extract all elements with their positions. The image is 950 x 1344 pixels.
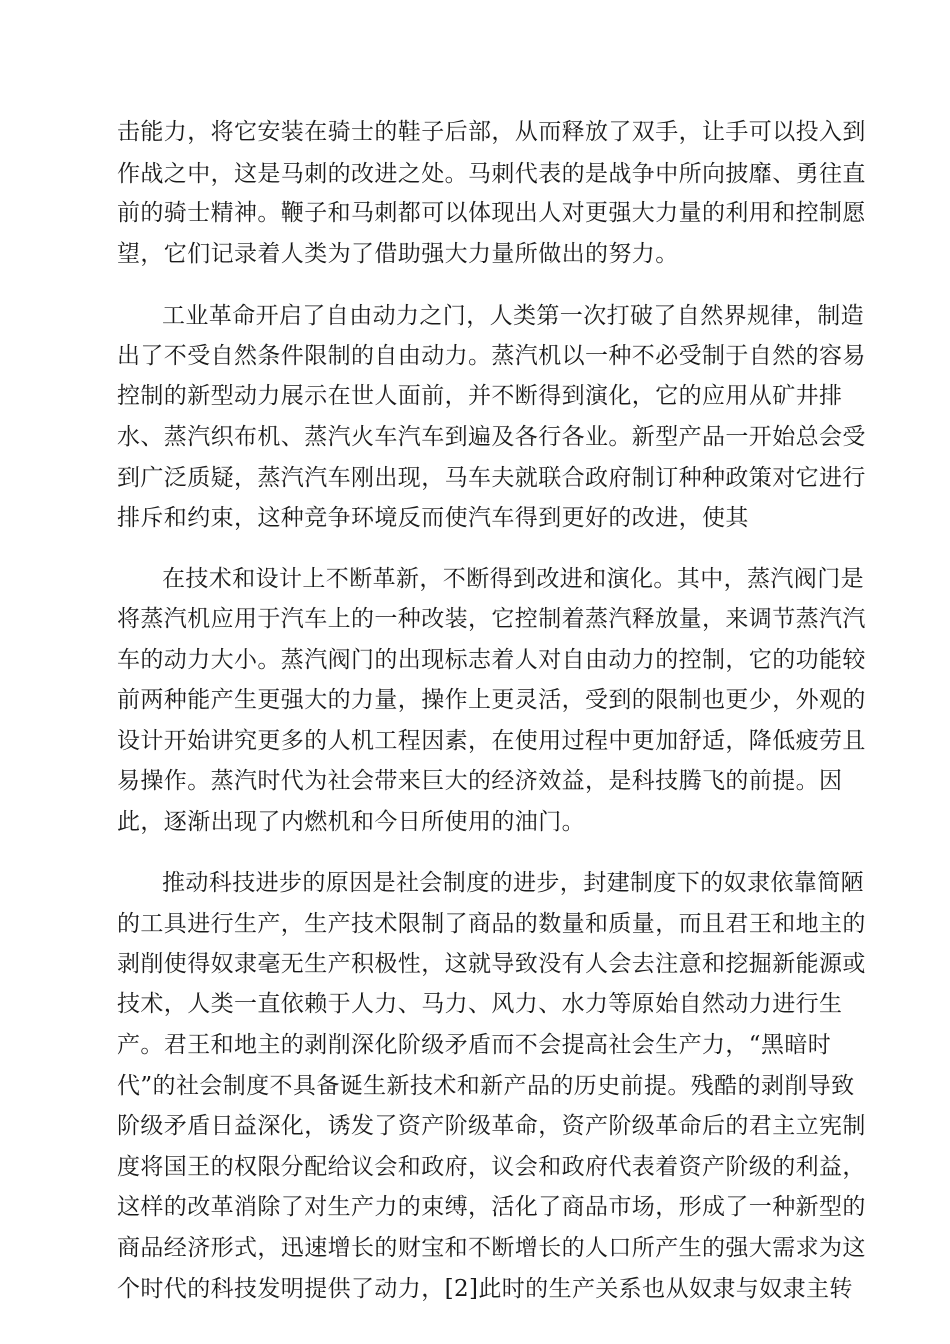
paragraph-4-line-1: 推动科技进步的原因是社会制度的进步，封建制度下的奴隶依靠简陋 — [162, 870, 864, 896]
paragraph-1-line-3: 前的骑士精神。鞭子和马刺都可以体现出人对更强大力量的利用和控制愿 — [117, 200, 866, 226]
paragraph-1-line-4: 望，它们记录着人类为了借助强大力量所做出的努力。 — [117, 241, 679, 267]
paragraph-3-line-3: 车的动力大小。蒸汽阀门的出现标志着人对自由动力的控制，它的功能较 — [117, 647, 866, 673]
paragraph-2-line-1: 工业革命开启了自由动力之门，人类第一次打破了自然界规律，制造 — [162, 303, 864, 329]
paragraph-2-line-6: 排斥和约束，这种竞争环境反而使汽车得到更好的改进，使其 — [117, 505, 749, 531]
paragraph-2-line-5: 到广泛质疑，蒸汽汽车刚出现，马车夫就联合政府制订种种政策对它进行 — [117, 465, 866, 491]
paragraph-4-line-9: 这样的改革消除了对生产力的束缚，活化了商品市场，形成了一种新型的 — [117, 1194, 866, 1220]
paragraph-4-line-6: 代”的社会制度不具备诞生新技术和新产品的历史前提。残酷的剥削导致 — [117, 1073, 855, 1099]
paragraph-3-line-2: 将蒸汽机应用于汽车上的一种改装，它控制着蒸汽释放量，来调节蒸汽汽 — [117, 606, 866, 632]
paragraph-3-line-7: 此，逐渐出现了内燃机和今日所使用的油门。 — [117, 809, 585, 835]
paragraph-1-line-1: 击能力，将它安装在骑士的鞋子后部，从而释放了双手，让手可以投入到 — [117, 119, 866, 145]
paragraph-4-line-5: 产。君王和地主的剥削深化阶级矛盾而不会提高社会生产力，“黑暗时 — [117, 1032, 832, 1058]
paragraph-4-line-11: 个时代的科技发明提供了动力，[2]此时的生产关系也从奴隶与奴隶主转 — [117, 1276, 853, 1302]
paragraph-3-line-5: 设计开始讲究更多的人机工程因素，在使用过程中更加舒适，降低疲劳且 — [117, 728, 866, 754]
paragraph-4-line-7: 阶级矛盾日益深化，诱发了资产阶级革命，资产阶级革命后的君主立宪制 — [117, 1113, 866, 1139]
paragraph-4-line-4: 技术，人类一直依赖于人力、马力、风力、水力等原始自然动力进行生 — [117, 991, 843, 1017]
paragraph-4-line-3: 剥削使得奴隶毫无生产积极性，这就导致没有人会去注意和挖掘新能源或 — [117, 951, 866, 977]
paragraph-3-line-1: 在技术和设计上不断革新，不断得到改进和演化。其中，蒸汽阀门是 — [162, 566, 864, 592]
paragraph-3-line-6: 易操作。蒸汽时代为社会带来巨大的经济效益，是科技腾飞的前提。因 — [117, 768, 843, 794]
paragraph-4-line-10: 商品经济形式，迅速增长的财宝和不断增长的人口所产生的强大需求为这 — [117, 1235, 866, 1261]
paragraph-2-line-3: 控制的新型动力展示在世人面前，并不断得到演化，它的应用从矿井排 — [117, 383, 843, 409]
paragraph-4-line-8: 度将国王的权限分配给议会和政府，议会和政府代表着资产阶级的利益， — [117, 1154, 866, 1180]
paragraph-1-line-2: 作战之中，这是马刺的改进之处。马刺代表的是战争中所向披靡、勇往直 — [117, 161, 866, 187]
paragraph-2-line-2: 出了不受自然条件限制的自由动力。蒸汽机以一种不必受制于自然的容易 — [117, 343, 866, 369]
paragraph-2-line-4: 水、蒸汽织布机、蒸汽火车汽车到遍及各行各业。新型产品一开始总会受 — [117, 424, 866, 450]
paragraph-4-line-2: 的工具进行生产，生产技术限制了商品的数量和质量，而且君王和地主的 — [117, 911, 866, 937]
paragraph-3-line-4: 前两种能产生更强大的力量，操作上更灵活，受到的限制也更少，外观的 — [117, 687, 866, 713]
